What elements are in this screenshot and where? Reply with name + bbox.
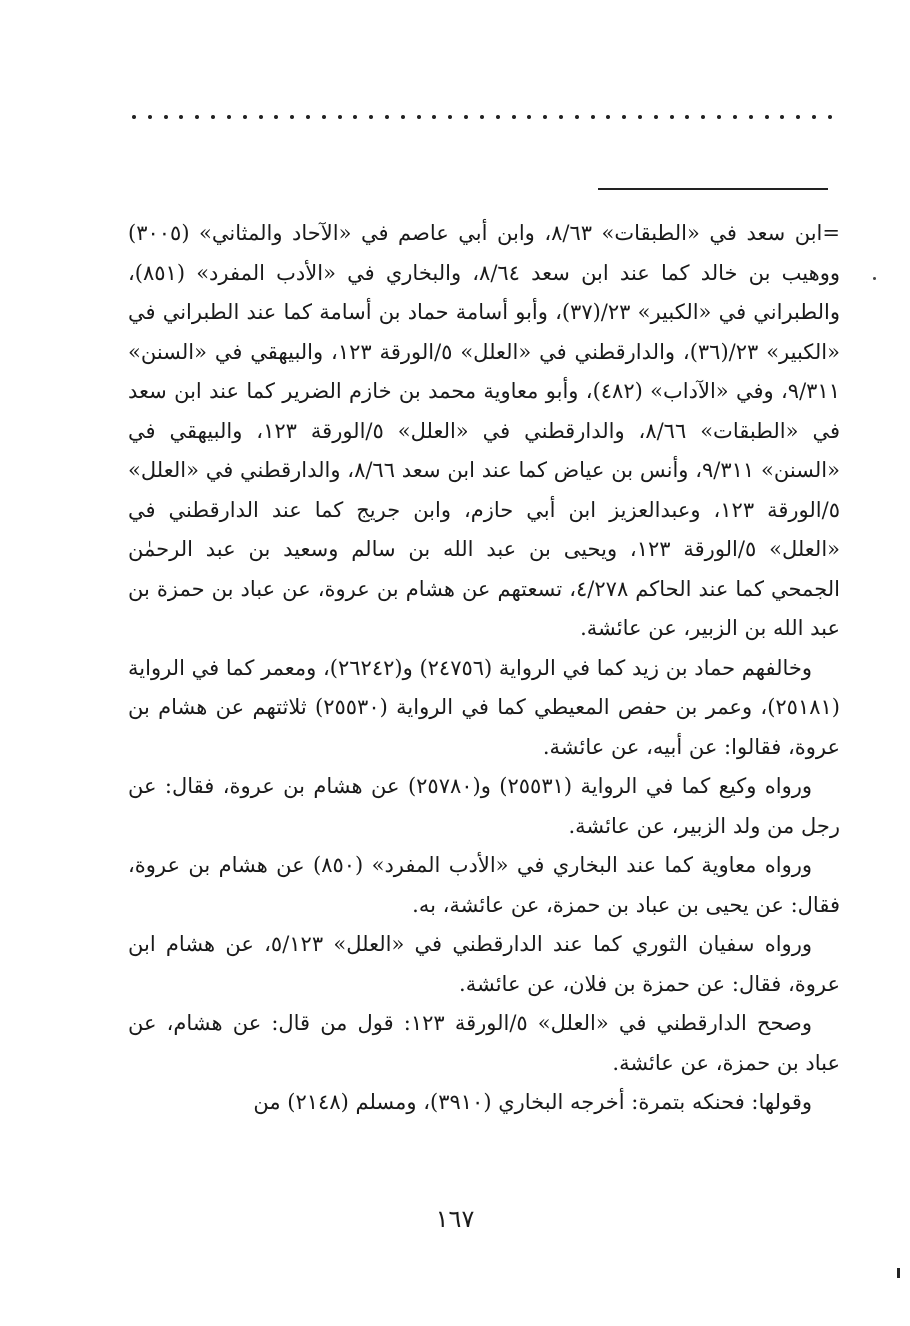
separator-dot bbox=[385, 115, 389, 119]
paragraph-5: ورواه سفيان الثوري كما عند الدارقطني في «العلل» ٥/١٢٣، عن هشام ابن عروة، فقال: عن حمزة بن فلان، عن عائشة. bbox=[128, 932, 840, 996]
dotted-separator bbox=[132, 113, 832, 121]
separator-dot bbox=[527, 115, 531, 119]
paragraph-2: وخالفهم حماد بن زيد كما في الرواية (٢٤٧٥٦) و(٢٦٢٤٢)، ومعمر كما في الرواية (٢٥١٨١)، وعمر بن حفص المعيطي كما في الرواية (٢٥٥٣٠) ثلاثتهم عن هشام بن عروة، فقالوا: عن أبيه، عن عائشة. bbox=[128, 655, 840, 759]
paragraph-4: ورواه معاوية كما عند البخاري في «الأدب المفرد» (٨٥٠) عن هشام بن عروة، فقال: عن يحيى بن عباد بن حمزة، عن عائشة، به. bbox=[128, 853, 840, 917]
separator-dot bbox=[654, 115, 658, 119]
separator-dot bbox=[812, 115, 816, 119]
separator-dot bbox=[132, 115, 136, 119]
separator-dot bbox=[575, 115, 579, 119]
separator-dot bbox=[765, 115, 769, 119]
separator-dot bbox=[496, 115, 500, 119]
separator-dot bbox=[353, 115, 357, 119]
footnote-rule bbox=[598, 188, 828, 190]
separator-dot bbox=[670, 115, 674, 119]
separator-dot bbox=[338, 115, 342, 119]
paragraph-3: ورواه وكيع كما في الرواية (٢٥٥٣١) و(٢٥٧٨٠) عن هشام بن عروة، فقال: عن رجل من ولد الزبير، عن عائشة. bbox=[128, 774, 840, 838]
separator-dot bbox=[717, 115, 721, 119]
separator-dot bbox=[243, 115, 247, 119]
separator-dot bbox=[179, 115, 183, 119]
separator-dot bbox=[306, 115, 310, 119]
separator-dot bbox=[733, 115, 737, 119]
separator-dot bbox=[227, 115, 231, 119]
separator-dot bbox=[432, 115, 436, 119]
paragraph-7: وقولها: فحنكه بتمرة: أخرجه البخاري (٣٩١٠)، ومسلم (٢١٤٨) من bbox=[253, 1090, 812, 1114]
separator-dot bbox=[606, 115, 610, 119]
scan-speck bbox=[873, 277, 876, 280]
paragraph-1: =ابن سعد في «الطبقات» ٨/٦٣، وابن أبي عاصم في «الآحاد والمثاني» (٣٠٠٥) ووهيب بن خالد كما عند ابن سعد ٨/٦٤، والبخاري في «الأدب المفرد» (٨٥١)، والطبراني في «الكبير» ٢٣/(٣٧)، وأبو أسامة حماد بن أسامة كما عند الطبراني في «الكبير» ٢٣/(٣٦)، والدارقطني في «العلل» ٥/الورقة ١٢٣، والبيهقي في «السنن» ٩/٣١١، وفي «الآداب» (٤٨٢)، وأبو معاوية محمد بن خازم الضرير كما عند ابن سعد في «الطبقات» ٨/٦٦، والدارقطني في «العلل» ٥/الورقة ١٢٣، والبيهقي في «السنن» ٩/٣١١، وأنس بن عياض كما عند ابن سعد ٨/٦٦، والدارقطني في «العلل» ٥/الورقة ١٢٣، وعبدالعزيز ابن أبي حازم، وابن جريج كما عند الدارقطني في «العلل» ٥/الورقة ١٢٣، ويحيى بن عبد الله بن سالم وسعيد بن عبد الرحمٰن الجمحي كما عند الحاكم ٤/٢٧٨، تسعتهم عن هشام بن عروة، عن عباد بن حمزة بن عبد الله بن الزبير، عن عائشة. bbox=[128, 221, 841, 640]
page-number: ١٦٧ bbox=[435, 1205, 475, 1233]
separator-dot bbox=[448, 115, 452, 119]
separator-dot bbox=[480, 115, 484, 119]
separator-dot bbox=[780, 115, 784, 119]
separator-dot bbox=[559, 115, 563, 119]
separator-dot bbox=[211, 115, 215, 119]
footnote-text bbox=[128, 214, 840, 1123]
separator-dot bbox=[274, 115, 278, 119]
paragraph-6: وصحح الدارقطني في «العلل» ٥/الورقة ١٢٣: قول من قال: عن هشام، عن عباد بن حمزة، عن عائشة. bbox=[128, 1011, 840, 1075]
separator-dot bbox=[259, 115, 263, 119]
separator-dot bbox=[638, 115, 642, 119]
separator-dot bbox=[401, 115, 405, 119]
separator-dot bbox=[622, 115, 626, 119]
margin-mark bbox=[897, 1268, 900, 1278]
separator-dot bbox=[796, 115, 800, 119]
separator-dot bbox=[417, 115, 421, 119]
separator-dot bbox=[512, 115, 516, 119]
separator-dot bbox=[591, 115, 595, 119]
separator-dot bbox=[369, 115, 373, 119]
separator-dot bbox=[148, 115, 152, 119]
separator-dot bbox=[685, 115, 689, 119]
separator-dot bbox=[195, 115, 199, 119]
separator-dot bbox=[464, 115, 468, 119]
separator-dot bbox=[749, 115, 753, 119]
separator-dot bbox=[290, 115, 294, 119]
separator-dot bbox=[828, 115, 832, 119]
separator-dot bbox=[701, 115, 705, 119]
separator-dot bbox=[322, 115, 326, 119]
separator-dot bbox=[543, 115, 547, 119]
separator-dot bbox=[164, 115, 168, 119]
